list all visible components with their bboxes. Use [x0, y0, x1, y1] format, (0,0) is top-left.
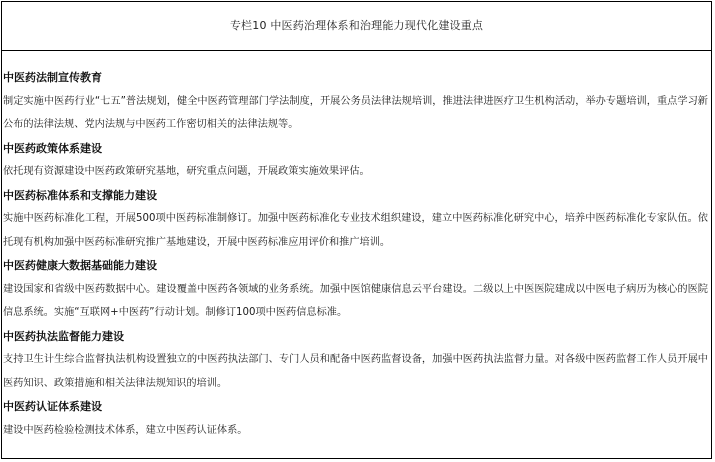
- section-body: 建设国家和省级中医药数据中心。建设覆盖中医药各领域的业务系统。加强中医馆健康信息云平台建设。二级以上中医医院建成以中医电子病历为核心的医院信息系统。实施“互联网+中医药”行动计划。制修订100项中医药信息标准。: [3, 283, 708, 318]
- section-certification: [3, 395, 711, 442]
- box-content: [2, 51, 711, 442]
- section-body: 实施中医药标准化工程，开展500项中医药标准制修订。加强中医药标准化专业技术组织建设，建立中医药标准化研究中心，培养中医药标准化专家队伍。依托现有机构加强中医药标准研究推广基地建设，开展中医药标准应用评价和推广培训。: [3, 213, 708, 248]
- section-body: 建设中医药检验检测技术体系，建立中医药认证体系。: [3, 424, 248, 436]
- box-title: 专栏10 中医药治理体系和治理能力现代化建设重点: [2, 2, 711, 51]
- section-big-data: [3, 254, 711, 325]
- section-policy-system: [3, 137, 711, 184]
- section-heading: 中医药标准体系和支撑能力建设: [3, 188, 157, 202]
- section-body: 支持卫生计生综合监督执法机构设置独立的中医药执法部门、专门人员和配备中医药监督设备，加强中医药执法监督力量。对各级中医药监督工作人员开展中医药知识、政策措施和相关法律法规知识的培训。: [3, 354, 708, 389]
- section-legal-education: [3, 66, 711, 137]
- section-heading: 中医药执法监督能力建设: [3, 329, 124, 343]
- section-standards-system: [3, 184, 711, 255]
- section-body: 依托现有资源建设中医药政策研究基地，研究重点问题，开展政策实施效果评估。: [3, 166, 370, 177]
- section-law-enforcement: [3, 325, 711, 396]
- column-box: [1, 1, 712, 459]
- section-heading: 中医药法制宣传教育: [3, 71, 102, 84]
- section-heading: 中医药认证体系建设: [3, 400, 102, 413]
- section-heading: 中医药政策体系建设: [3, 141, 102, 155]
- section-body: 制定实施中医药行业“七五”普法规划，健全中医药管理部门学法制度，开展公务员法律法规培训，推进法律进医疗卫生机构活动，举办专题培训，重点学习新公布的法律法规、党内法规与中医药工作密切相关的法律法规等。: [3, 95, 708, 130]
- section-heading: 中医药健康大数据基础能力建设: [3, 259, 157, 272]
